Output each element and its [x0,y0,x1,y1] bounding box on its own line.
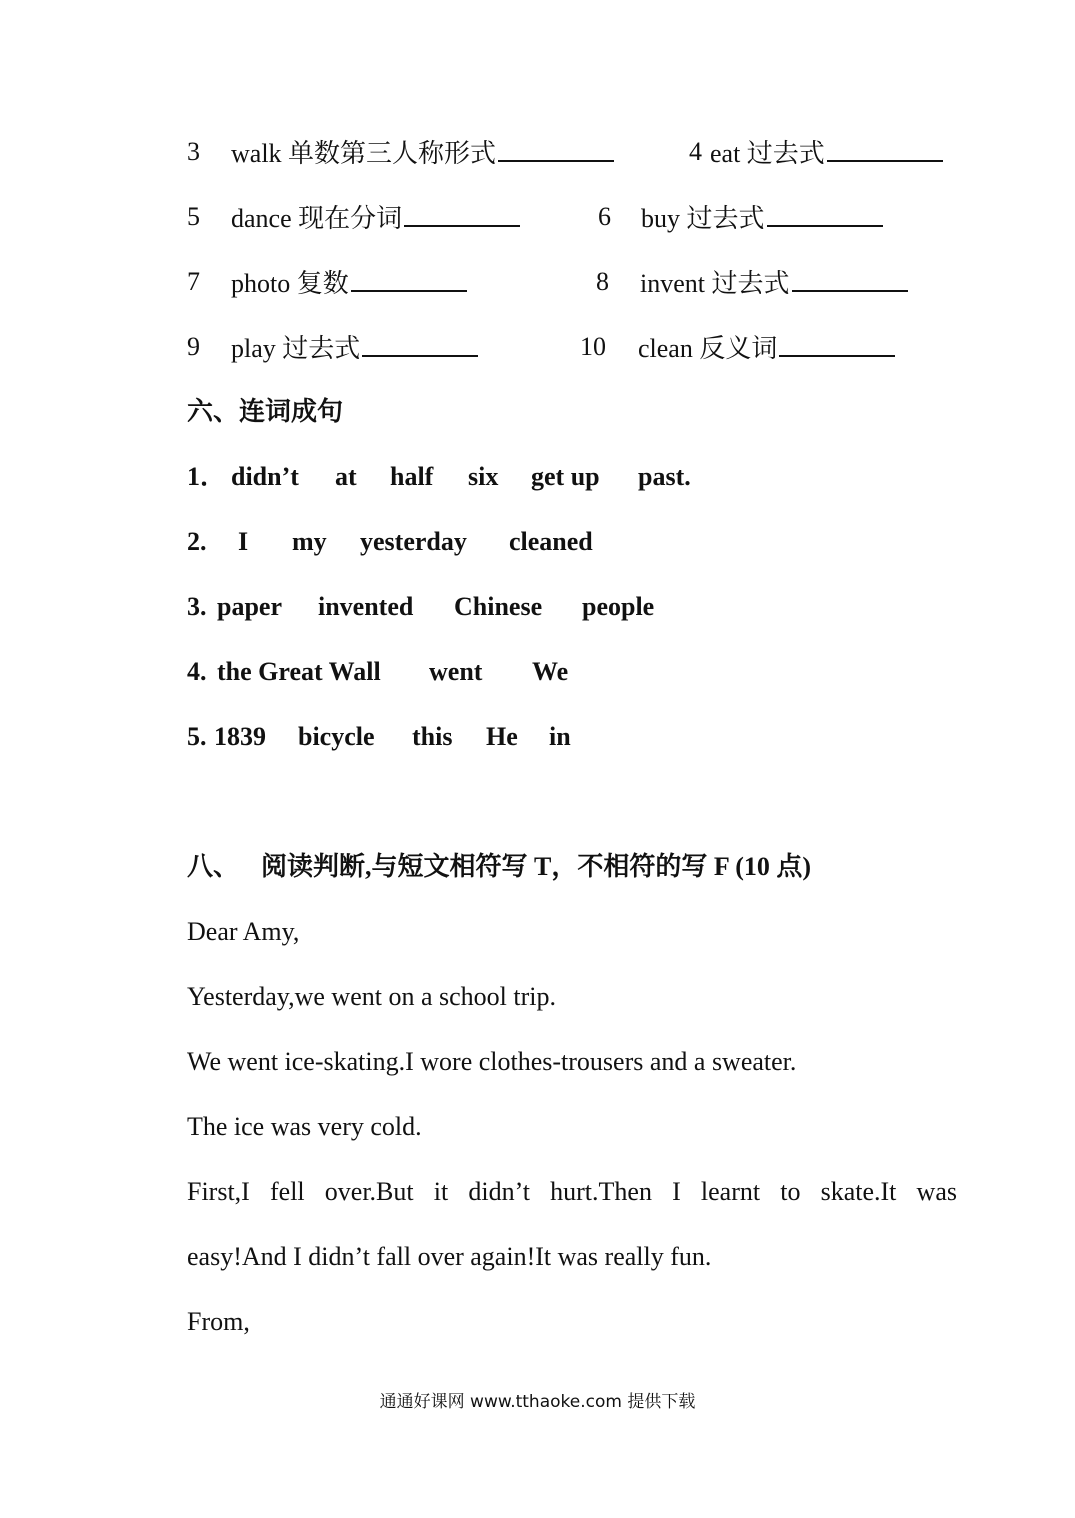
item-number: 4. [187,657,207,686]
vocab-item [640,266,908,300]
vocab-prompt: walk 单数第三人称形式 [231,139,497,168]
scramble-item-4 [187,656,568,688]
word-chip: 1839 [214,722,266,751]
word-chip: I [238,527,249,556]
vocab-prompt: photo 复数 [231,269,349,298]
section-number: 八、 [187,852,240,881]
vocab-item [231,136,614,170]
scramble-item-1 [187,461,691,493]
vocab-number: 3 [187,137,200,166]
letter-signoff: From, [187,1307,250,1336]
word-chip: people [582,592,655,621]
word-chip: half [390,462,434,491]
answer-blank[interactable] [767,201,883,227]
word-chip: in [549,722,571,751]
vocab-item [231,201,520,235]
vocab-prompt: invent 过去式 [640,269,790,298]
vocab-prompt: dance 现在分词 [231,204,403,233]
scramble-item-5 [187,721,571,753]
letter-line: Yesterday,we went on a school trip. [187,982,556,1011]
item-number: 2. [187,527,207,556]
word-chip: Chinese [454,592,543,621]
scramble-item-3 [187,591,654,623]
word-chip: went [429,657,483,686]
item-number: 3. [187,592,207,621]
vocab-number: 4 [689,137,702,166]
scramble-item-2 [187,526,593,558]
answer-blank[interactable] [827,136,943,162]
word-chip: my [292,527,327,556]
vocab-prompt: buy 过去式 [641,204,765,233]
vocab-item [710,136,943,170]
answer-blank[interactable] [498,136,614,162]
word-chip: He [486,722,518,751]
answer-blank[interactable] [792,266,908,292]
word-chip: didn’t [231,462,299,491]
vocab-prompt: play 过去式 [231,334,361,363]
answer-blank[interactable] [351,266,467,292]
vocab-item [641,201,883,235]
vocab-prompt: eat 过去式 [710,139,825,168]
word-chip: cleaned [509,527,593,556]
answer-blank[interactable] [362,331,478,357]
vocab-prompt: clean 反义词 [638,334,778,363]
vocab-item [231,266,467,300]
letter-line: First,I fell over.But it didn’t hurt.Then I learnt to skate.It was [187,1177,957,1206]
item-number: 1． [187,462,227,491]
word-chip: yesterday [360,527,467,556]
vocab-number: 10 [580,332,606,361]
letter-line: The ice was very cold. [187,1112,422,1141]
word-chip: at [335,462,357,491]
vocab-number: 6 [598,202,611,231]
letter-line: We went ice-skating.I wore clothes-trousers and a sweater. [187,1047,797,1076]
letter-line: easy!And I didn’t fall over again!It was really fun. [187,1242,712,1271]
word-chip: paper [217,592,282,621]
vocab-item [231,331,478,365]
vocab-number: 9 [187,332,200,361]
answer-blank[interactable] [404,201,520,227]
word-chip: bicycle [298,722,375,751]
vocab-number: 7 [187,267,200,296]
word-chip: We [532,657,569,686]
word-chip: get up [531,462,600,491]
item-number: 5. [187,722,207,751]
section-title: 阅读判断,与短文相符写 T，不相符的写 F (10 点) [261,852,812,881]
word-chip: this [412,722,453,751]
section-8-heading [187,851,811,883]
letter-greeting: Dear Amy, [187,917,300,946]
page-footer: 通通好课网 www.tthaoke.com 提供下载 [379,1392,696,1412]
answer-blank[interactable] [779,331,895,357]
vocab-item [638,331,895,365]
word-chip: the Great Wall [217,657,381,686]
section-6-heading: 六、连词成句 [187,397,344,426]
vocab-number: 5 [187,202,200,231]
word-chip: invented [318,592,414,621]
word-chip: past. [638,462,691,491]
word-chip: six [468,462,499,491]
vocab-number: 8 [596,267,609,296]
